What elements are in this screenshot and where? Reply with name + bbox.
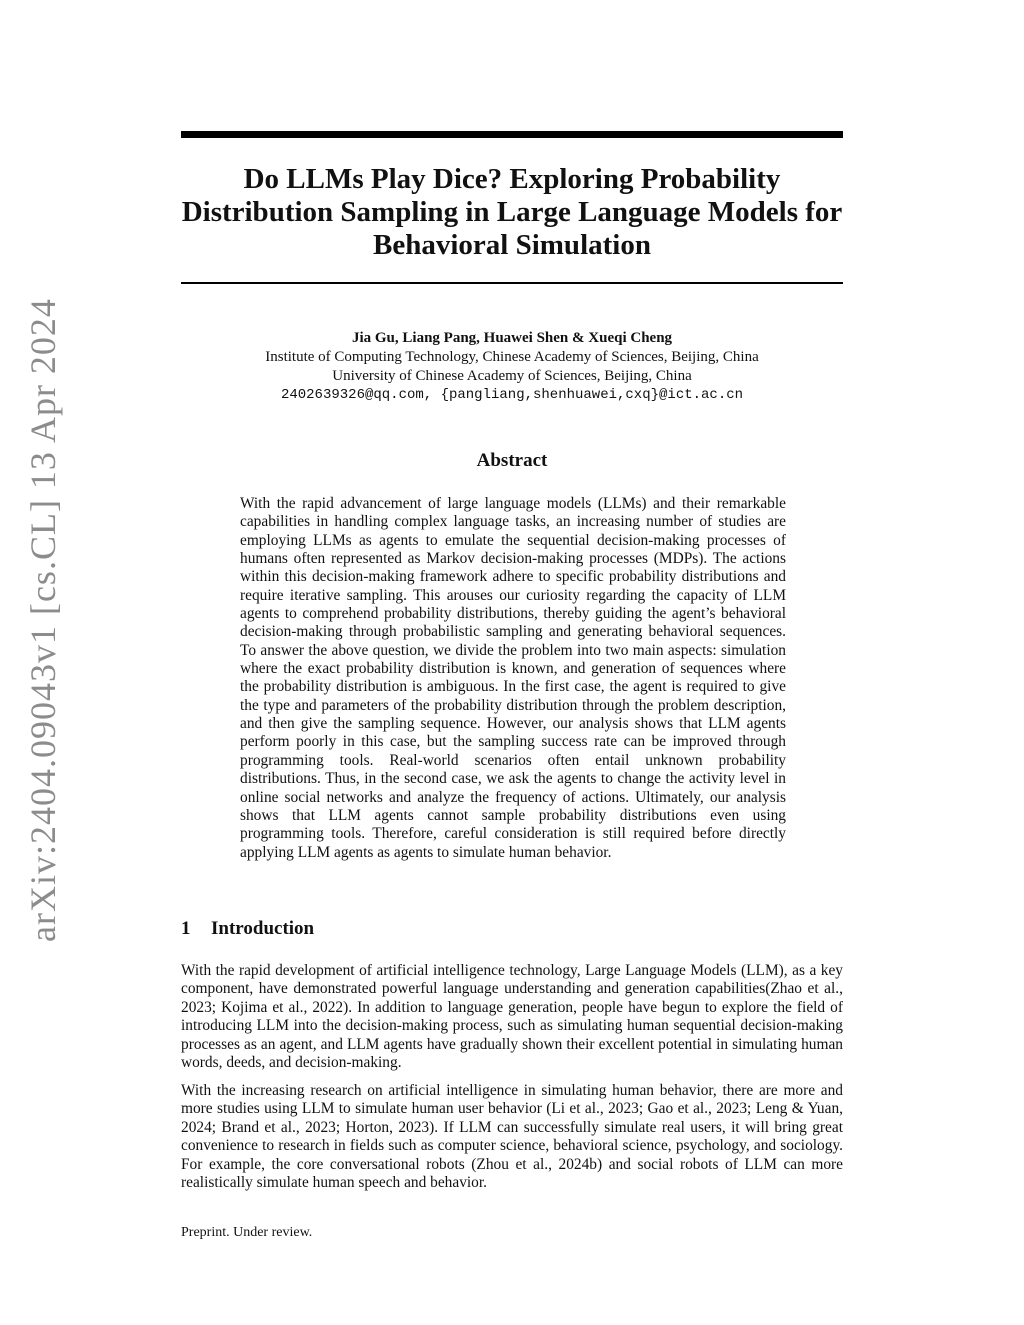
author-block — [181, 329, 843, 405]
abstract-heading: Abstract — [476, 450, 548, 471]
affiliation-line: Institute of Computing Technology, Chinese Academy of Sciences, Beijing, China — [265, 349, 759, 365]
title-top-rule — [181, 131, 843, 138]
paper-title — [160, 163, 864, 262]
preprint-footer: Preprint. Under review. — [181, 1225, 313, 1240]
abstract-text: With the rapid advancement of large language models (LLMs) and their remarkable capabilities in handling complex language tasks, an increasing number of studies are employing LLMs as agents to emulate the sequential decision-making processes of humans often represented as Markov decision-making processes (MDPs). The actions within this decision-making framework adhere to specific probability distributions and require iterative sampling. This arouses our curiosity regarding the capacity of LLM agents to comprehend probability distributions, thereby guiding the agent’s behavioral decision-making through probabilistic sampling and generating behavioral sequences. To answer the above question, we divide the problem into two main aspects: simulation where the exact probability distribution is known, and generation of sequences where the probability distribution is ambiguous. In the first case, the agent is required to give the type and parameters of the probability distribution through the problem description, and then give the sampling sequence. However, our analysis shows that LLM agents perform poorly in this case, but the sampling success rate can be improved through programming tools. Real-world scenarios often entail unknown probability distributions. Thus, in the second case, we ask the agents to change the activity level in online social networks and analyze the frequency of actions. Ultimately, our analysis shows that LLM agents cannot sample probability distributions even using programming tools. Therefore, careful consideration is still required before directly applying LLM agents as agents to simulate human behavior. — [240, 495, 786, 861]
arxiv-identifier-stamp[interactable]: arXiv:2404.09043v1 [cs.CL] 13 Apr 2024 — [23, 298, 63, 942]
introduction-paragraph: With the rapid development of artificial intelligence technology, Large Language Models (LLM), as a key component, have demonstrated powerful language understanding and generation capabilities(Zhao et al., 2023; Kojima et al., 2022). In addition to language generation, people have begun to explore the field of introducing LLM into the decision-making process, such as simulating human sequential decision-making processes as an agent, and LLM agents have gradually shown their excellent potential in simulating human words, deeds, and decision-making. — [181, 962, 843, 1072]
introduction-paragraph: With the increasing research on artificial intelligence in simulating human behavior, there are more and more studies using LLM to simulate human user behavior (Li et al., 2023; Gao et al., 2023; Leng & Yuan, 2024; Brand et al., 2023; Horton, 2023). If LLM can successfully simulate real users, it will bring great convenience to research in fields such as computer science, behavioral science, psychology, and sociology. For example, the core conversational robots (Zhou et al., 2024b) and social robots of LLM can more realistically simulate human speech and behavior. — [181, 1082, 843, 1192]
author-emails[interactable]: 2402639326@qq.com, {pangliang,shenhuawei,cxq}@ict.ac.cn — [280, 387, 744, 403]
title-bottom-rule — [181, 282, 843, 284]
author-names: Jia Gu, Liang Pang, Huawei Shen & Xueqi Cheng — [351, 330, 673, 346]
title-line: Do LLMs Play Dice? Exploring Probability — [243, 163, 781, 195]
affiliation-line: University of Chinese Academy of Sciences, Beijing, China — [332, 368, 692, 384]
title-line: Behavioral Simulation — [373, 229, 651, 261]
section-heading-introduction — [181, 918, 843, 940]
section-title: Introduction — [211, 918, 315, 939]
section-number: 1 — [181, 918, 191, 939]
title-line: Distribution Sampling in Large Language Models for — [181, 196, 843, 228]
